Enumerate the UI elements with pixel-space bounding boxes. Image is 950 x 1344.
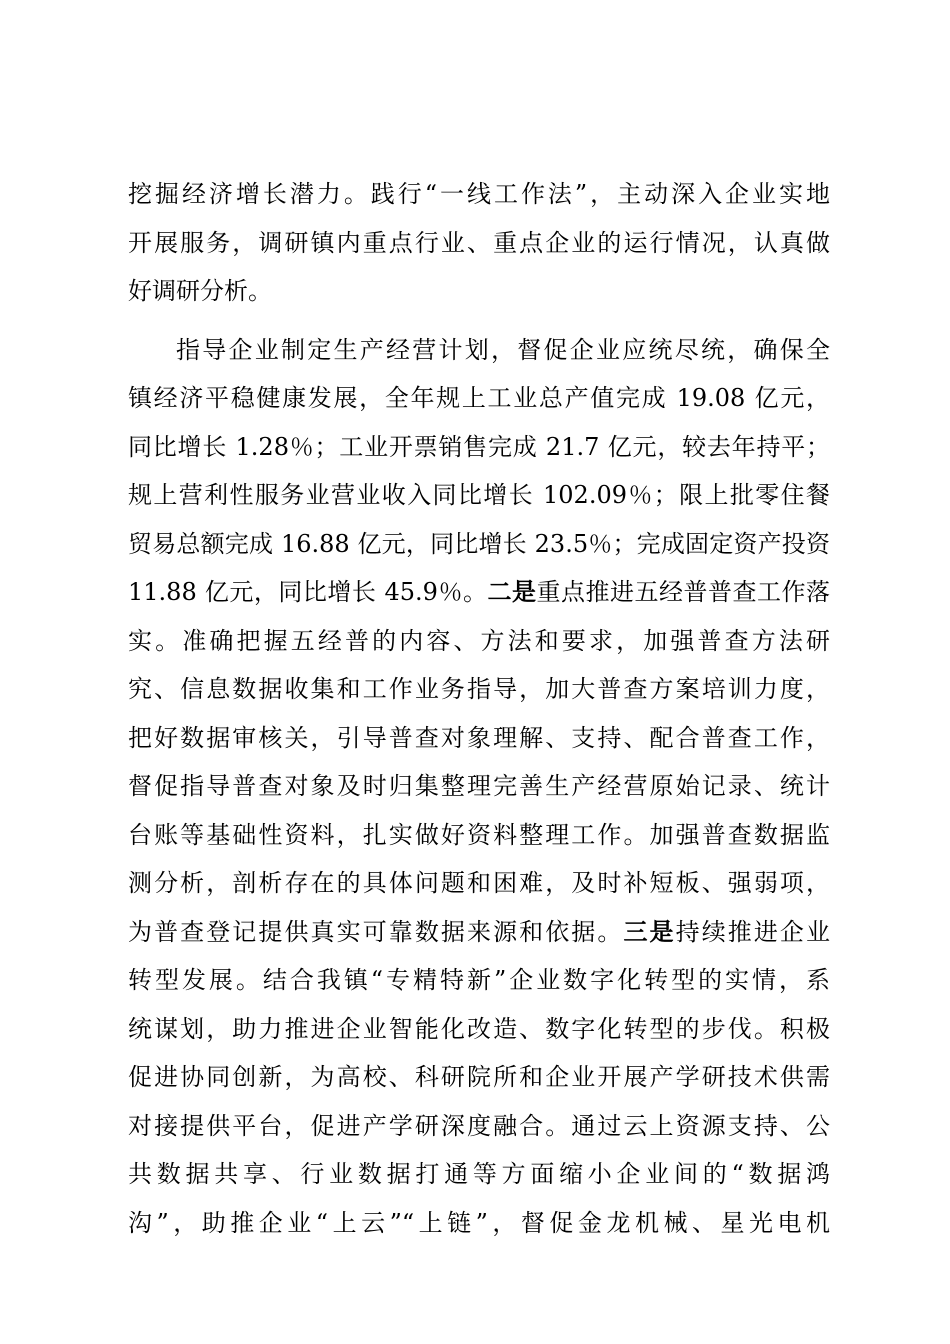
text-segment: 为普查登记提供真实可靠数据来源和依据。: [128, 917, 624, 946]
text-line: 督促指导普查对象及时归集整理完善生产经营原始记录、统计: [128, 772, 830, 800]
emphasis-marker: 二是: [487, 577, 537, 606]
text-line: 把好数据审核关，引导普查对象理解、支持、配合普查工作，: [128, 723, 830, 752]
text-line: 究、信息数据收集和工作业务指导，加大普查方案培训力度，: [128, 675, 830, 703]
text-segment: 持续推进企业: [675, 917, 831, 946]
text-line: 规上营利性服务业营业收入同比增长 102.09％；限上批零住餐: [128, 481, 830, 509]
paragraph-spacer: [128, 316, 830, 326]
text-line: 开展服务，调研镇内重点行业、重点企业的运行情况，认真做: [128, 228, 830, 257]
text-line: 贸易总额完成 16.88 亿元，同比增长 23.5％；完成固定资产投资: [128, 529, 830, 558]
paragraph-1: [128, 170, 830, 316]
text-line: 共数据共享、行业数据打通等方面缩小企业间的“数据鸿: [128, 1160, 830, 1188]
text-line: 台账等基础性资料，扎实做好资料整理工作。加强普查数据监: [128, 820, 830, 849]
text-line: 促进协同创新，为高校、科研院所和企业开展产学研技术供需: [128, 1063, 830, 1091]
paragraph-2: [128, 326, 830, 1248]
text-line: [128, 568, 830, 617]
text-line: 好调研分析。: [128, 277, 272, 305]
text-segment: 11.88 亿元，同比增长 45.9％。: [128, 578, 488, 606]
text-line: 同比增长 1.28％；工业开票销售完成 21.7 亿元，较去年持平；: [128, 432, 830, 461]
text-line: 转型发展。结合我镇“专精特新”企业数字化转型的实情，系: [128, 966, 830, 994]
document-body: [128, 170, 830, 1247]
text-line: 统谋划，助力推进企业智能化改造、数字化转型的步伐。积极: [128, 1014, 830, 1043]
emphasis-marker: 三是: [623, 916, 676, 946]
text-line: 挖掘经济增长潜力。践行“一线工作法”，主动深入企业实地: [128, 180, 830, 208]
text-line: 指导企业制定生产经营计划，督促企业应统尽统，确保全: [176, 335, 830, 364]
text-line: 实。准确把握五经普的内容、方法和要求，加强普查方法研: [128, 626, 830, 655]
text-segment: 重点推进五经普普查工作落: [536, 578, 831, 606]
text-line: 对接提供平台，促进产学研深度融合。通过云上资源支持、公: [128, 1111, 830, 1140]
text-line: 测分析，剖析存在的具体问题和困难，及时补短板、强弱项，: [128, 869, 830, 897]
text-line: 镇经济平稳健康发展，全年规上工业总产值完成 19.08 亿元，: [128, 384, 830, 412]
text-line: 沟”，助推企业“上云”“上链”，督促金龙机械、星光电机: [128, 1208, 830, 1237]
text-line: [128, 908, 830, 957]
